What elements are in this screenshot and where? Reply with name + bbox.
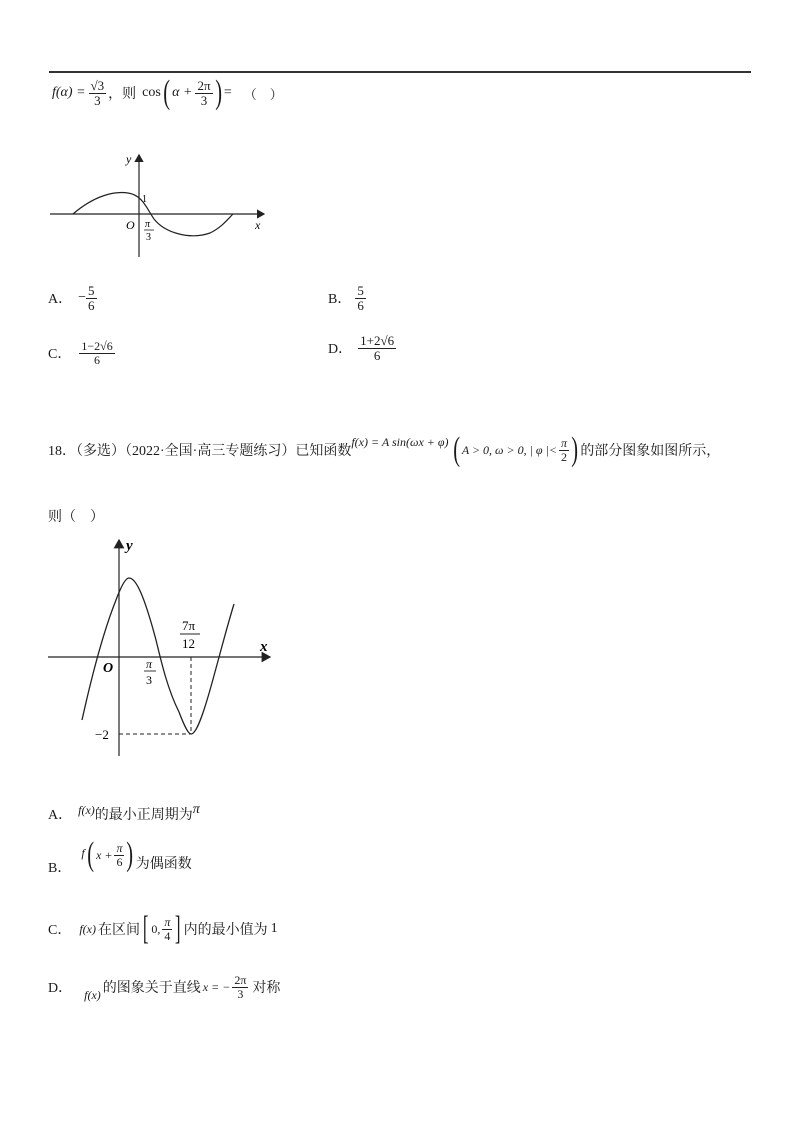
q17-sqrt3-den: 3 — [94, 92, 101, 108]
q18-option-d-text1: 的图象关于直线 — [102, 981, 201, 997]
q18-curve — [82, 578, 234, 734]
q17-graph — [40, 145, 280, 265]
q17-pi-den: 3 — [146, 232, 151, 243]
q18-option-b-x-plus: x + — [96, 847, 113, 862]
q17-option-a-letter: A． — [48, 292, 73, 308]
q18-cond-left: A > 0, ω > 0, | φ |< — [461, 442, 557, 457]
q18-option-c-text2: 内的最小值为 — [183, 923, 268, 938]
q17-option-d-num: 1+2√6 — [360, 333, 395, 348]
q17-x-label: x — [255, 218, 261, 232]
q18-option-c-bracket-close: ] — [175, 910, 181, 947]
q18-option-c-zero: 0, — [151, 921, 161, 936]
q18-option-b-paren-close: ) — [126, 836, 134, 873]
q18-option-d-x-eq: x = − — [202, 979, 231, 994]
q18-option-b-text: 为偶函数 — [135, 857, 192, 872]
q17-option-c[interactable] — [48, 340, 115, 366]
q18-option-b-f: f — [81, 845, 85, 860]
q17-answer-blank: （ ） — [243, 86, 283, 102]
q18-option-c-text1: 在区间 — [98, 923, 140, 938]
q17-option-c-fraction — [79, 340, 114, 366]
q18-option-b-paren-open: ( — [86, 836, 94, 873]
q17-option-d-fraction — [358, 334, 396, 362]
q18-cond-two: 2 — [560, 449, 567, 464]
q18-option-c-bracket-open: [ — [142, 910, 149, 947]
q17-option-d-letter: D． — [328, 342, 353, 358]
q17-option-c-num: 1−2√6 — [81, 339, 113, 353]
q18-pi3-den: 3 — [146, 673, 152, 687]
q17-twopi-den: 3 — [200, 92, 208, 108]
q17-one-label: 1 — [142, 194, 147, 205]
q18-option-d-text2: 对称 — [252, 981, 281, 997]
q17-option-b-den: 6 — [357, 297, 364, 313]
q18-cond-paren-close: ) — [571, 431, 579, 468]
q17-option-b-letter: B． — [328, 292, 352, 308]
q17-option-b[interactable] — [328, 284, 366, 312]
q18-option-d-fx: f(x) — [84, 987, 101, 1002]
q17-option-d-den: 6 — [373, 347, 381, 363]
q17-option-b-fraction — [355, 284, 366, 312]
q18-suffix: 的部分图象如图所示， — [580, 444, 721, 459]
q17-twopi-fraction — [195, 79, 212, 107]
q18-option-a[interactable] — [48, 804, 200, 824]
q18-option-c-one: 1 — [270, 921, 278, 936]
q18-p712-den: 12 — [182, 636, 195, 651]
q18-graph — [44, 530, 284, 762]
q18-option-b-six: 6 — [116, 854, 123, 869]
q18-option-c-fraction — [162, 916, 172, 942]
q18-function: f(x) = A sin(ωx + φ) — [351, 434, 449, 449]
q17-option-b-num: 5 — [357, 283, 364, 298]
q17-paren-close: ) — [214, 74, 222, 111]
q17-alpha-plus: α + — [172, 85, 193, 100]
q18-origin: O — [103, 661, 114, 676]
header-rule — [49, 71, 751, 73]
q17-twopi-num: 2π — [197, 77, 211, 93]
q18-option-d-den: 3 — [237, 986, 244, 1001]
q17-option-c-den: 6 — [94, 352, 101, 367]
q18-option-c-fx: f(x) — [79, 921, 96, 936]
q17-option-c-letter: C． — [48, 347, 72, 363]
q17-pi-num: π — [145, 219, 151, 230]
q18-option-b-fraction — [114, 842, 124, 868]
q18-option-b[interactable] — [48, 836, 192, 876]
q17-option-a-sign: − — [78, 290, 87, 306]
q17-origin: O — [126, 218, 135, 232]
q18-option-d-num: 2π — [234, 973, 247, 987]
q17-then: ，则 — [108, 87, 137, 102]
q18-option-c[interactable] — [48, 912, 278, 946]
q18-p712-num: 7π — [182, 618, 196, 633]
q17-option-a-num: 5 — [88, 283, 95, 298]
q18-option-d-fraction — [232, 974, 248, 1000]
q18-option-c-letter: C． — [48, 923, 72, 938]
q17-option-a-fraction — [86, 284, 97, 312]
q18-then-blank: 则（ ） — [48, 510, 104, 525]
q18-y-label: y — [126, 538, 133, 554]
q18-neg-two: −2 — [95, 727, 109, 742]
q17-cos: cos — [142, 85, 161, 100]
q17-stem — [52, 76, 283, 110]
q18-prefix: 18．（多选）（2022·全国·高三专题练习）已知函数 — [48, 444, 352, 459]
q18-cond-pi: π — [560, 435, 567, 450]
q18-x-label: x — [260, 639, 268, 655]
q17-option-d[interactable] — [328, 334, 396, 362]
q17-equals: = — [223, 85, 232, 100]
q18-option-b-pi: π — [116, 840, 123, 855]
q18-cond-fraction — [559, 437, 569, 463]
q18-option-a-letter: A． — [48, 808, 73, 823]
q18-cond-paren-open: ( — [452, 431, 460, 468]
q18-pi3-num: π — [146, 657, 153, 671]
q18-stem — [48, 433, 720, 467]
q18-option-a-text: 的最小正周期为 — [94, 808, 193, 823]
q18-option-c-four: 4 — [164, 928, 171, 943]
q17-sqrt3-fraction — [89, 79, 107, 107]
q17-option-a[interactable] — [48, 284, 97, 312]
q17-y-label: y — [126, 152, 132, 166]
q17-option-a-den: 6 — [88, 297, 95, 313]
q18-option-d[interactable] — [48, 974, 280, 1000]
q18-option-d-letter: D． — [48, 981, 73, 997]
q17-sqrt3-num: √3 — [90, 77, 105, 93]
q17-f-alpha: f(α) = — [52, 85, 86, 100]
q17-paren-open: ( — [163, 74, 170, 111]
q18-option-a-pi: π — [192, 802, 200, 817]
q18-option-b-letter: B． — [48, 861, 72, 876]
q18-option-a-fx: f(x) — [78, 802, 95, 817]
q18-option-c-pi: π — [164, 914, 171, 929]
